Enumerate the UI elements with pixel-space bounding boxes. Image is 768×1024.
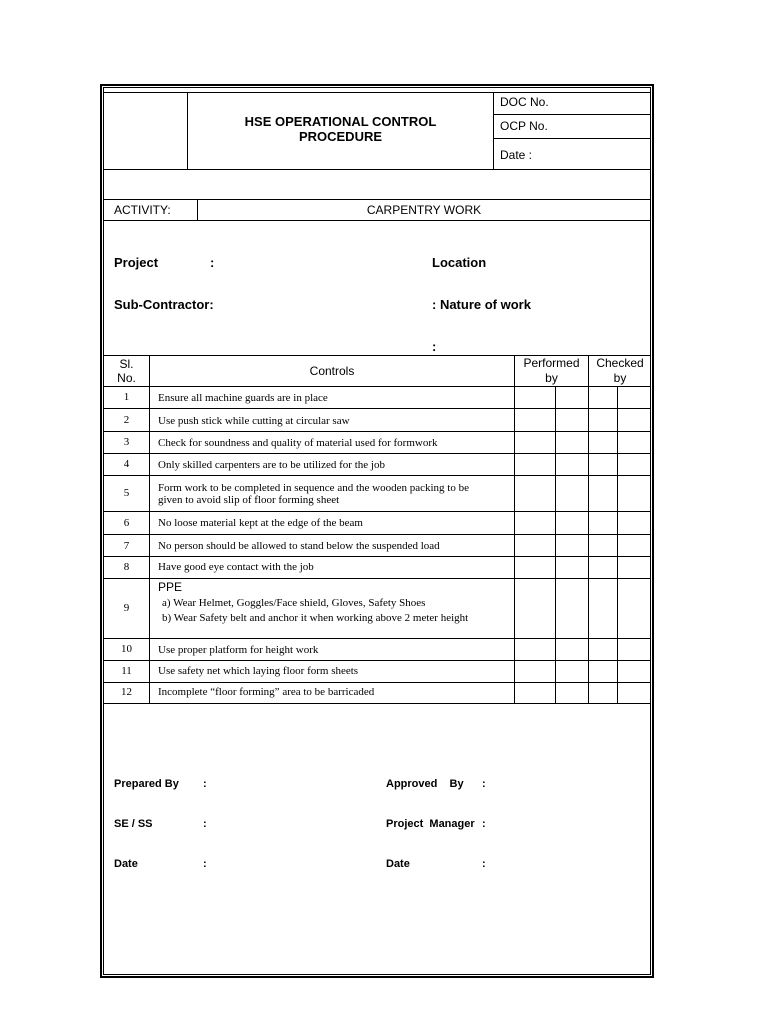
col-header-performed-by <box>515 356 588 386</box>
row-control-text-line2: given to avoid slip of floor forming sheet <box>158 494 340 506</box>
col-header-checked-line1: Checked <box>596 356 644 370</box>
row-control-text: Use push stick while cutting at circular saw <box>158 415 350 427</box>
doc-no-label: DOC No. <box>500 95 549 109</box>
row-number: 8 <box>123 561 130 573</box>
row-line-4 <box>103 475 651 476</box>
row-ppe-heading: PPE <box>158 580 183 594</box>
date-label: Date : <box>500 148 533 162</box>
row-control-text: Check for soundness and quality of material used for formwork <box>158 437 438 449</box>
row-number: 6 <box>123 517 130 529</box>
col-header-controls: Controls <box>309 364 355 378</box>
col-header-checked-line2: by <box>613 371 627 385</box>
row-control-text <box>162 596 512 626</box>
date-left-colon: : <box>203 858 207 870</box>
page-title <box>188 114 493 144</box>
project-manager-label: Project Manager <box>386 818 475 830</box>
col-divider-checked-mid <box>617 386 618 703</box>
row-number: 9 <box>123 602 130 614</box>
row-number: 2 <box>123 414 130 426</box>
title-line-2: PROCEDURE <box>298 129 383 144</box>
row-line-6 <box>103 534 651 535</box>
col-header-sl-line2: No. <box>117 371 136 385</box>
activity-label: ACTIVITY: <box>114 203 171 217</box>
row-line-9 <box>103 638 651 639</box>
subcontractor-label: Sub-Contractor: <box>114 297 214 312</box>
se-ss-label: SE / SS <box>114 818 153 830</box>
activity-value: CARPENTRY WORK <box>366 203 482 217</box>
row-line-2 <box>103 431 651 432</box>
row-control-text: Have good eye contact with the job <box>158 561 314 573</box>
col-header-performed-line1: Performed <box>523 356 580 370</box>
project-label: Project <box>114 255 159 270</box>
prepared-by-colon: : <box>203 778 207 790</box>
row-control-text-line1: a) Wear Helmet, Goggles/Face shield, Gloves, Safety Shoes <box>162 597 426 609</box>
row-line-5 <box>103 511 651 512</box>
row-line-8 <box>103 578 651 579</box>
row-control-text: Only skilled carpenters are to be utilized for the job <box>158 459 385 471</box>
row-number: 3 <box>123 436 130 448</box>
se-ss-colon: : <box>203 818 207 830</box>
col-header-checked-by <box>589 356 651 386</box>
project-manager-colon: : <box>482 818 486 830</box>
table-bottom-line <box>103 703 651 704</box>
row-line-11 <box>103 682 651 683</box>
row-line-3 <box>103 453 651 454</box>
row-line-10 <box>103 660 651 661</box>
row-control-text-line1: Form work to be completed in sequence and the wooden packing to be <box>158 482 469 494</box>
header-top-line <box>103 92 651 93</box>
date-left-label: Date <box>114 858 138 870</box>
location-label: Location <box>432 255 487 270</box>
row-control-text: Ensure all machine guards are in place <box>158 392 328 404</box>
row-control-text: Incomplete “floor forming” area to be barricaded <box>158 686 375 698</box>
project-colon: : <box>210 255 215 270</box>
row-number: 11 <box>121 665 132 677</box>
row-line-1 <box>103 408 651 409</box>
header-divider-right <box>493 92 494 169</box>
table-header-bottom-line <box>103 386 651 387</box>
activity-top-line <box>103 199 651 200</box>
header-bottom-line <box>103 169 651 170</box>
nature-of-work-label: : Nature of work <box>432 297 531 312</box>
meta-line-2 <box>493 138 651 139</box>
row-line-7 <box>103 556 651 557</box>
row-control-text-line2: b) Wear Safety belt and anchor it when working above 2 meter height <box>162 612 469 624</box>
col-header-performed-line2: by <box>545 371 558 385</box>
activity-bottom-line <box>103 220 651 221</box>
title-line-1: HSE OPERATIONAL CONTROL <box>244 114 437 129</box>
row-number: 4 <box>123 458 130 470</box>
meta-line-1 <box>493 114 651 115</box>
col-header-sl-no <box>103 357 150 385</box>
date-right-colon: : <box>482 858 486 870</box>
col-divider-performed-mid <box>555 386 556 703</box>
row-control-text: No person should be allowed to stand below the suspended load <box>158 540 440 552</box>
row-control-text: Use proper platform for height work <box>158 644 319 656</box>
row-number: 10 <box>121 643 132 655</box>
ocp-no-label: OCP No. <box>500 119 548 133</box>
row-number: 1 <box>123 391 130 403</box>
row-control-text: Use safety net which laying floor form sheets <box>158 665 359 677</box>
row-number: 5 <box>123 487 130 499</box>
approved-by-colon: : <box>482 778 486 790</box>
date-right-label: Date <box>386 858 410 870</box>
col-header-sl-line1: Sl. <box>119 357 134 371</box>
row-number: 12 <box>121 686 132 698</box>
row-number: 7 <box>123 540 130 552</box>
row-control-text: No loose material kept at the edge of the beam <box>158 517 363 529</box>
prepared-by-label: Prepared By <box>114 778 179 790</box>
row-control-text <box>158 482 508 506</box>
approved-by-label: Approved By <box>386 778 464 790</box>
extra-colon: : <box>432 339 437 354</box>
